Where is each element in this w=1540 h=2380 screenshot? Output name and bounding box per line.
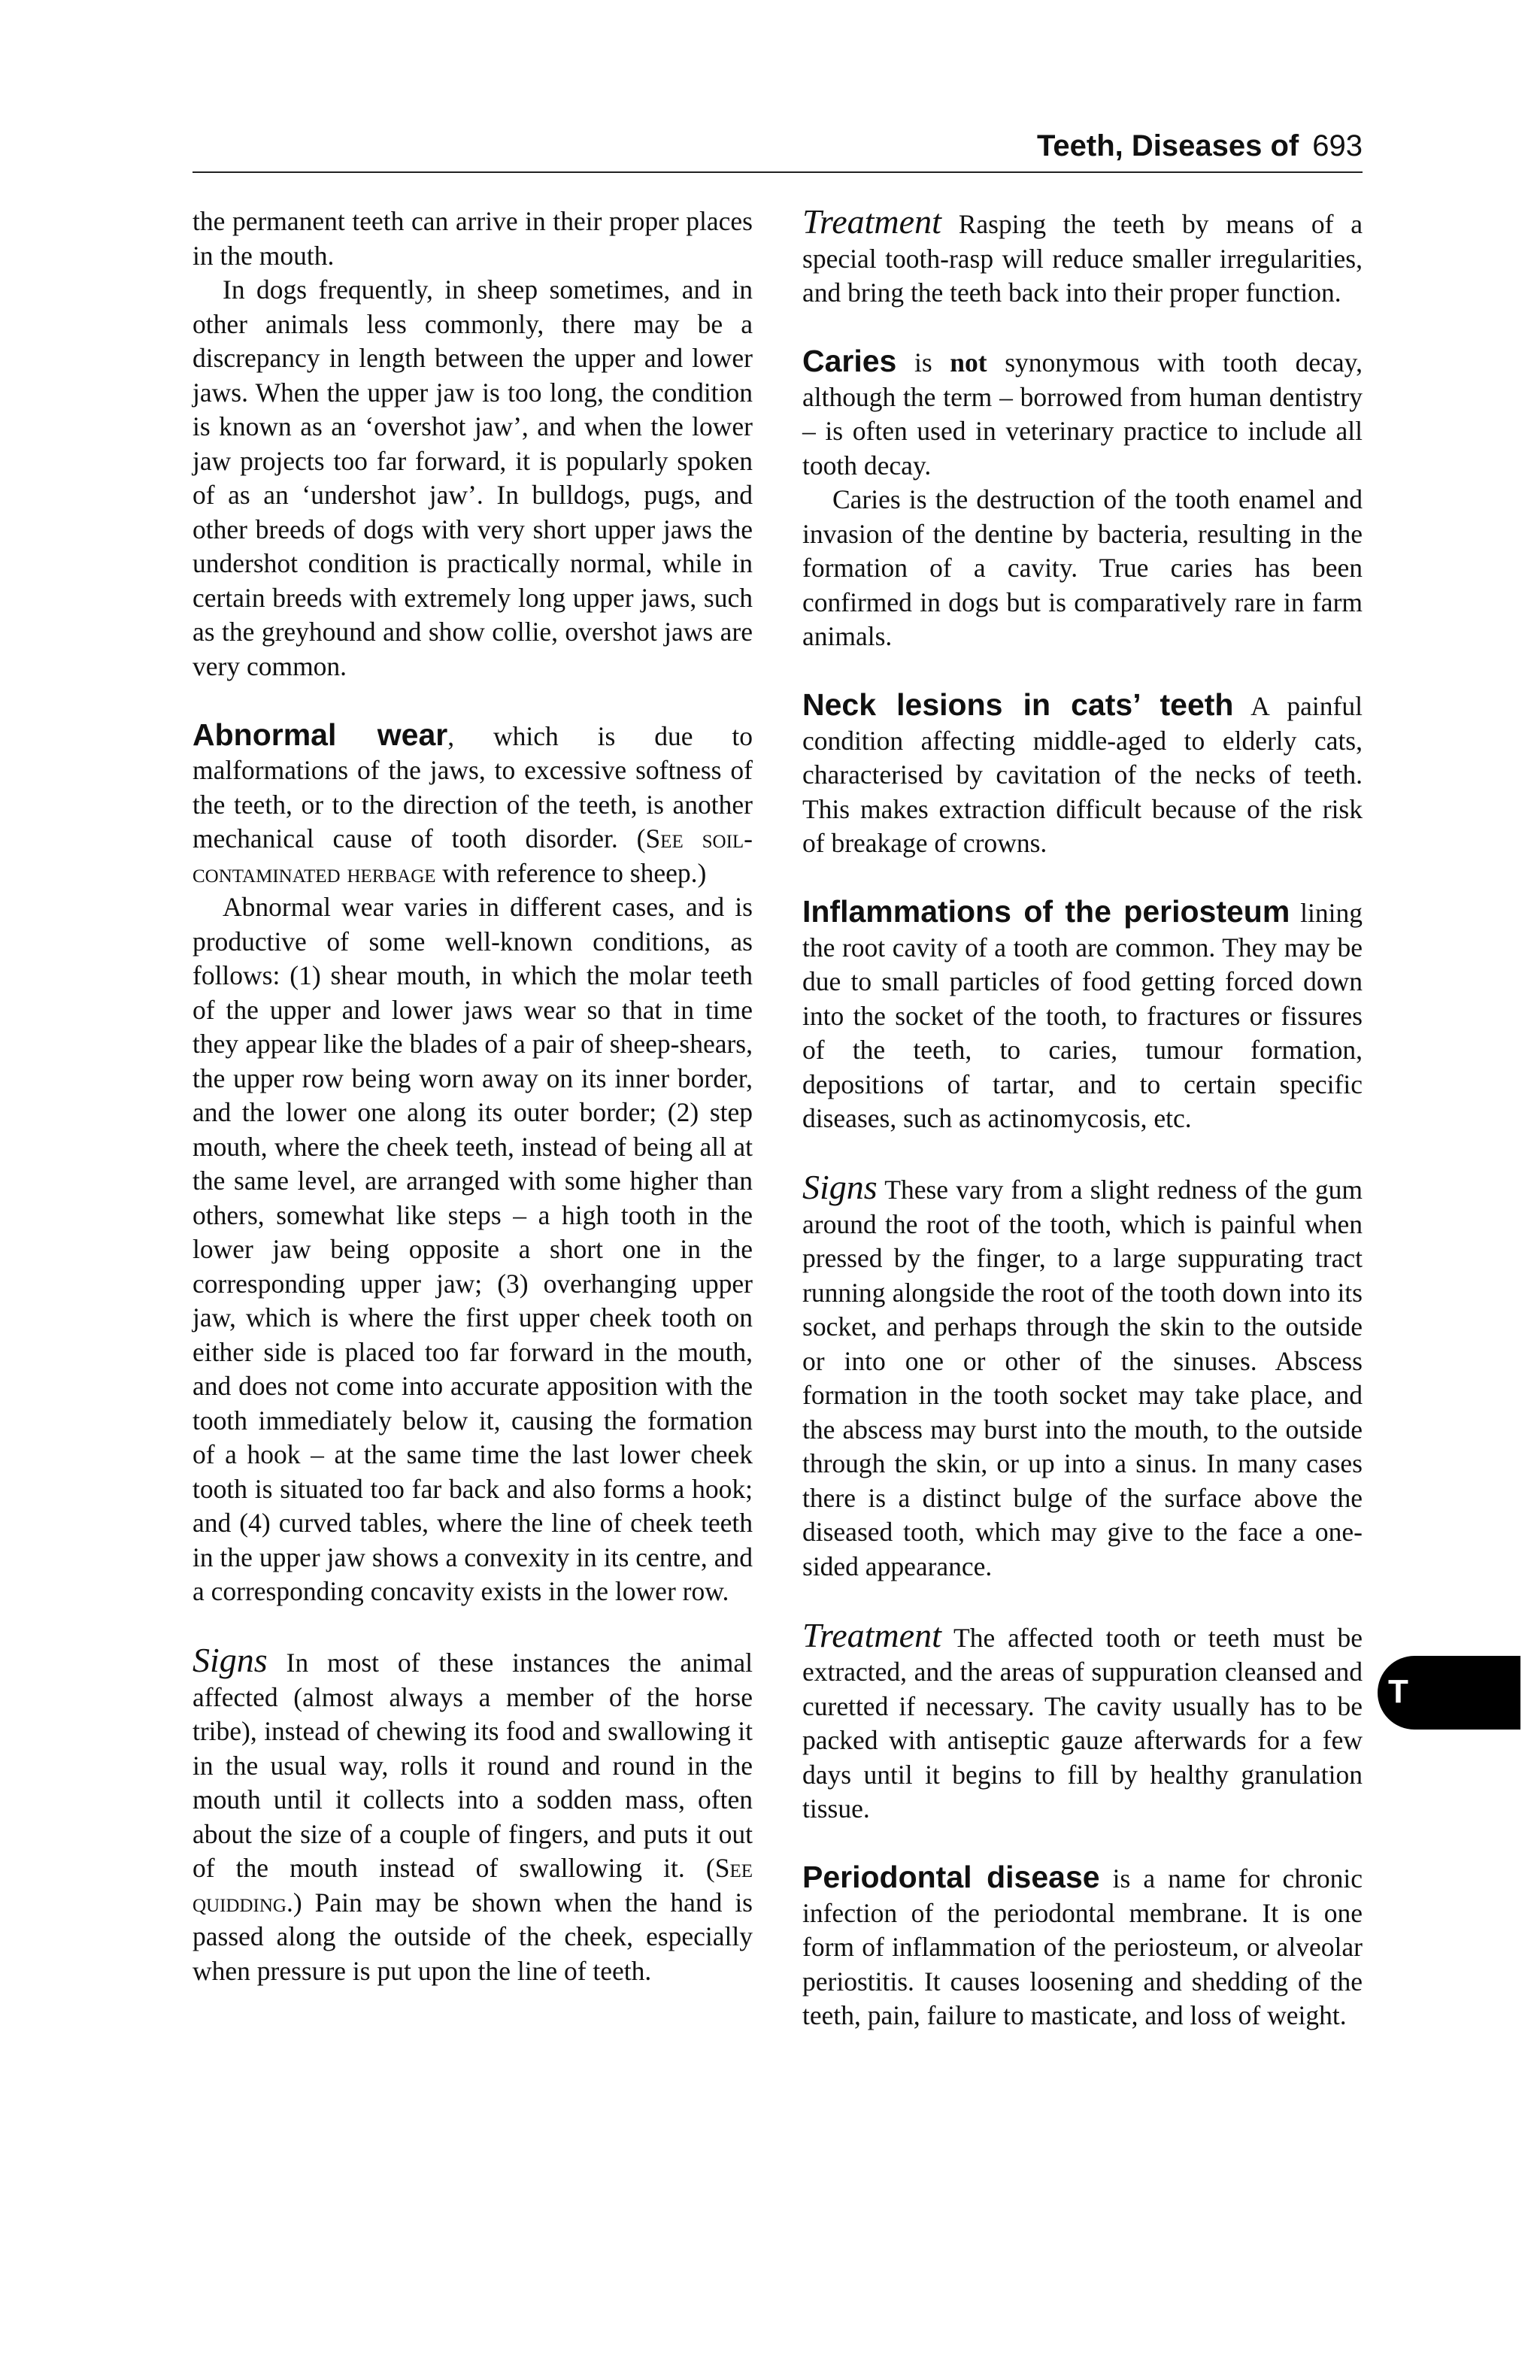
- see-label: See: [645, 823, 684, 853]
- entry-heading: Abnormal wear: [192, 717, 448, 752]
- thumb-index-letter: T: [1388, 1673, 1408, 1710]
- header-rule: [192, 171, 1363, 173]
- subentry-treatment: [802, 202, 1363, 311]
- entry-abnormal-wear: [192, 718, 753, 891]
- emphasis: not: [950, 347, 987, 377]
- running-head-title: Teeth, Diseases of: [1036, 129, 1299, 162]
- subentry-heading: Treatment: [802, 1615, 941, 1654]
- entry-text: A painful condition affecting middle-aged to elderly cats, characterised by cavitation of the necks of teeth. This makes extraction difficult because of the risk of breakage of crowns.: [802, 691, 1363, 858]
- entry-text: Rasping the teeth by means of a special tooth-rasp will reduce smaller irregularities, and bring the teeth back into their proper function.: [802, 209, 1363, 308]
- entry-text: , which is due to malformations of the jaws, to excessive softness of the teeth, or to the direction of the teeth, is another mechanical cause of tooth disorder. (: [192, 720, 753, 853]
- entry-text: with reference to sheep.): [435, 857, 707, 888]
- thumb-index-tab: [1378, 1656, 1520, 1730]
- entry-text: .) Pain may be shown when the hand is passed along the outside of the cheek, especially when pressure is put upon the line of teeth.: [192, 1887, 753, 1986]
- subentry-treatment: [802, 1615, 1363, 1827]
- entry-text: lining the root cavity of a tooth are common. They may be due to small particles of food getting forced down into the socket of the tooth, to fractures or fissures of the teeth, to caries, tumour formation, depositions of tartar, and to certain specific diseases, such as actinomycosis, etc.: [802, 898, 1363, 1133]
- entry-periodontal-disease: [802, 1860, 1363, 2033]
- running-head: [192, 125, 1363, 167]
- left-column: [192, 205, 753, 1988]
- entry-text: is: [896, 347, 950, 377]
- paragraph: Abnormal wear varies in different cases, and is productive of some well-known conditions, as follows: (1) shear mouth, in which the molar teeth of the upper and lower jaws wear so that in time they appear like the blades of a pair of sheep-shears, the upper row being worn away on its inner border, and the lower one along its outer border; (2) step mouth, where the cheek teeth, instead of being all at the same level, are arranged with some higher than others, somewhat like steps – a high tooth in the lower jaw being opposite a short one in the corresponding upper jaw; (3) overhanging upper jaw, which is where the first upper cheek tooth on either side is placed too far forward in the mouth, and does not come into accurate apposition with the tooth immediately below it, causing the formation of a hook – at the same time the last lower cheek tooth is situated too far back and also forms a hook; and (4) curved tables, where the line of cheek teeth in the upper jaw shows a convexity in its centre, and a corresponding concavity exists in the lower row.: [192, 892, 753, 1606]
- subentry-heading: Signs: [192, 1641, 268, 1679]
- entry-heading: Neck lesions in cats’ teeth: [802, 687, 1234, 722]
- cross-reference[interactable]: quidding: [192, 1887, 286, 1918]
- entry-neck-lesions: [802, 688, 1363, 861]
- entry-heading: Inflammations of the periosteum: [802, 894, 1290, 929]
- entry-text: The affected tooth or teeth must be extracted, and the areas of suppuration cleansed and curetted if necessary. The cavity usually has to be packed with antiseptic gauze afterwards for a few days until it begins to fill by healthy granulation tissue.: [802, 1622, 1363, 1824]
- cross-reference[interactable]: soil-contaminated herbage: [192, 823, 753, 888]
- paragraph: Caries is the destruction of the tooth enamel and invasion of the dentine by bacteria, resulting in the formation of a cavity. True caries has been confirmed in dogs but is comparatively rare in farm animals.: [802, 484, 1363, 651]
- entry-heading: Caries: [802, 344, 897, 378]
- see-label: See: [714, 1853, 753, 1883]
- entry-text: In most of these instances the animal affected (almost always a member of the horse tribe), instead of chewing its food and swallowing it in the usual way, rolls it round and round in the mouth until it collects into a sodden mass, often about the size of a couple of fingers, and puts it out of the mouth instead of swallowing it. (: [192, 1648, 753, 1883]
- subentry-signs: [802, 1170, 1363, 1584]
- subentry-signs: [192, 1643, 753, 1988]
- subentry-heading: Treatment: [802, 202, 941, 241]
- subentry-heading: Signs: [802, 1168, 878, 1206]
- paragraph: the permanent teeth can arrive in their proper places in the mouth.: [192, 206, 753, 271]
- entry-text: synonymous with tooth decay, although the term – borrowed from human dentistry – is often used in veterinary practice to include all tooth decay.: [802, 347, 1363, 481]
- paragraph: In dogs frequently, in sheep sometimes, and in other animals less commonly, there may be a discrepancy in length between the upper and lower jaws. When the upper jaw is too long, the condition is known as an ‘overshot jaw’, and when the lower jaw projects too far forward, it is popularly spoken of as an ‘undershot jaw’. In bulldogs, pugs, and other breeds of dogs with very short upper jaws the undershot condition is practically normal, while in certain breeds with extremely long upper jaws, such as the greyhound and show collie, overshot jaws are very common.: [192, 274, 753, 681]
- entry-text: These vary from a slight redness of the gum around the root of the tooth, which is painful when pressed by the finger, to a large suppurating tract running alongside the root of the tooth down into its socket, and perhaps through the skin to the outside or into one or other of the sinuses. Abscess formation in the tooth socket may take place, and the abscess may burst into the mouth, to the outside through the skin, or up into a sinus. In many cases there is a distinct bulge of the surface above the diseased tooth, which may give to the face a one-sided appearance.: [802, 1175, 1363, 1581]
- page-number: 693: [1312, 129, 1363, 162]
- entry-text: is a name for chronic infection of the periodontal membrane. It is one form of inflammation of the periosteum, or alveolar periostitis. It causes loosening and shedding of the teeth, pain, failure to masticate, and loss of weight.: [802, 1863, 1363, 2030]
- entry-caries: [802, 344, 1363, 483]
- entry-inflammations: [802, 895, 1363, 1136]
- right-column: [802, 202, 1363, 2033]
- entry-heading: Periodontal disease: [802, 1860, 1100, 1894]
